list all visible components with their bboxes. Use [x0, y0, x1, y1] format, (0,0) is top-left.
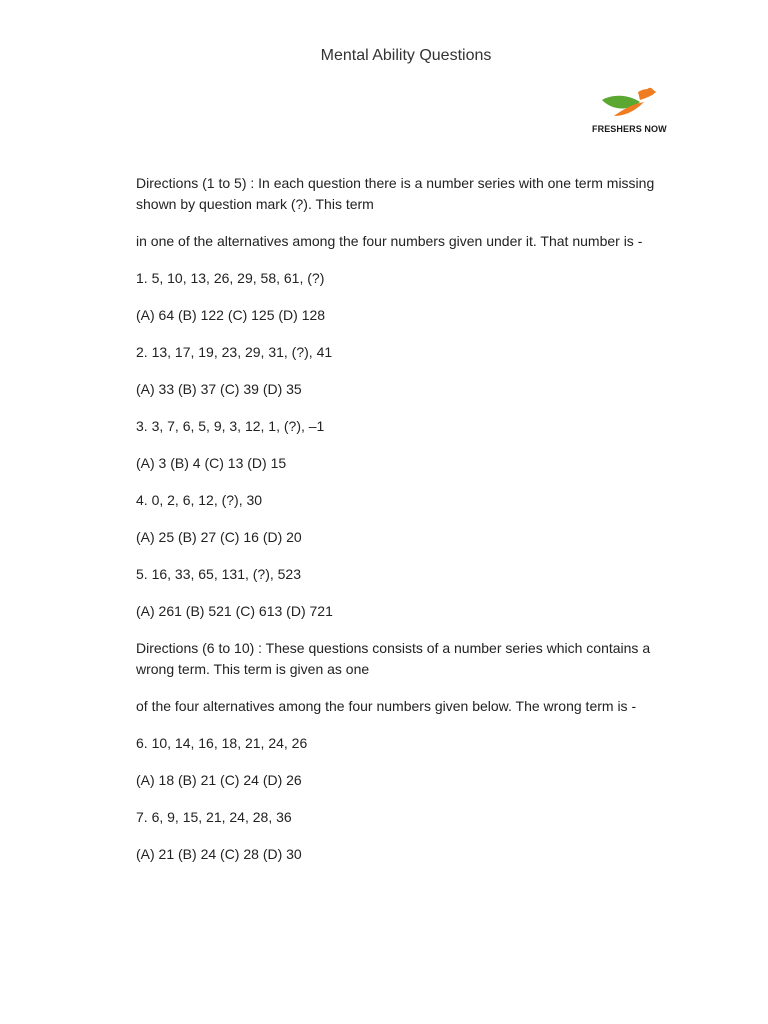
options-6: (A) 18 (B) 21 (C) 24 (D) 26: [136, 772, 302, 788]
document-body: [136, 173, 681, 881]
directions-1-continuation: in one of the alternatives among the four numbers given under it. That number is -: [136, 233, 643, 249]
directions-1-paragraph: Directions (1 to 5) : In each question there is a number series with one term missing shown by question mark (?). This term: [136, 175, 655, 212]
question-3: 3. 3, 7, 6, 5, 9, 3, 12, 1, (?), –1: [136, 418, 325, 434]
question-6: 6. 10, 14, 16, 18, 21, 24, 26: [136, 735, 308, 751]
question-5: 5. 16, 33, 65, 131, (?), 523: [136, 566, 302, 582]
question-2: 2. 13, 17, 19, 23, 29, 31, (?), 41: [136, 344, 333, 360]
options-4: (A) 25 (B) 27 (C) 16 (D) 20: [136, 529, 302, 545]
question-1: 1. 5, 10, 13, 26, 29, 58, 61, (?): [136, 270, 325, 286]
question-7: 7. 6, 9, 15, 21, 24, 28, 36: [136, 809, 292, 825]
options-5: (A) 261 (B) 521 (C) 613 (D) 721: [136, 603, 333, 619]
page-title: Mental Ability Questions: [320, 47, 492, 64]
directions-2-continuation: of the four alternatives among the four numbers given below. The wrong term is -: [136, 698, 637, 714]
logo-text: FRESHERS NOW: [592, 124, 667, 134]
options-2: (A) 33 (B) 37 (C) 39 (D) 35: [136, 381, 302, 397]
options-7: (A) 21 (B) 24 (C) 28 (D) 30: [136, 846, 302, 862]
question-4: 4. 0, 2, 6, 12, (?), 30: [136, 492, 263, 508]
freshers-now-logo: [590, 86, 670, 138]
options-1: (A) 64 (B) 122 (C) 125 (D) 128: [136, 307, 326, 323]
runner-leaf-icon: [600, 86, 660, 122]
directions-2-paragraph: Directions (6 to 10) : These questions consists of a number series which contains a wrong term. This term is given as one: [136, 640, 651, 677]
options-3: (A) 3 (B) 4 (C) 13 (D) 15: [136, 455, 287, 471]
